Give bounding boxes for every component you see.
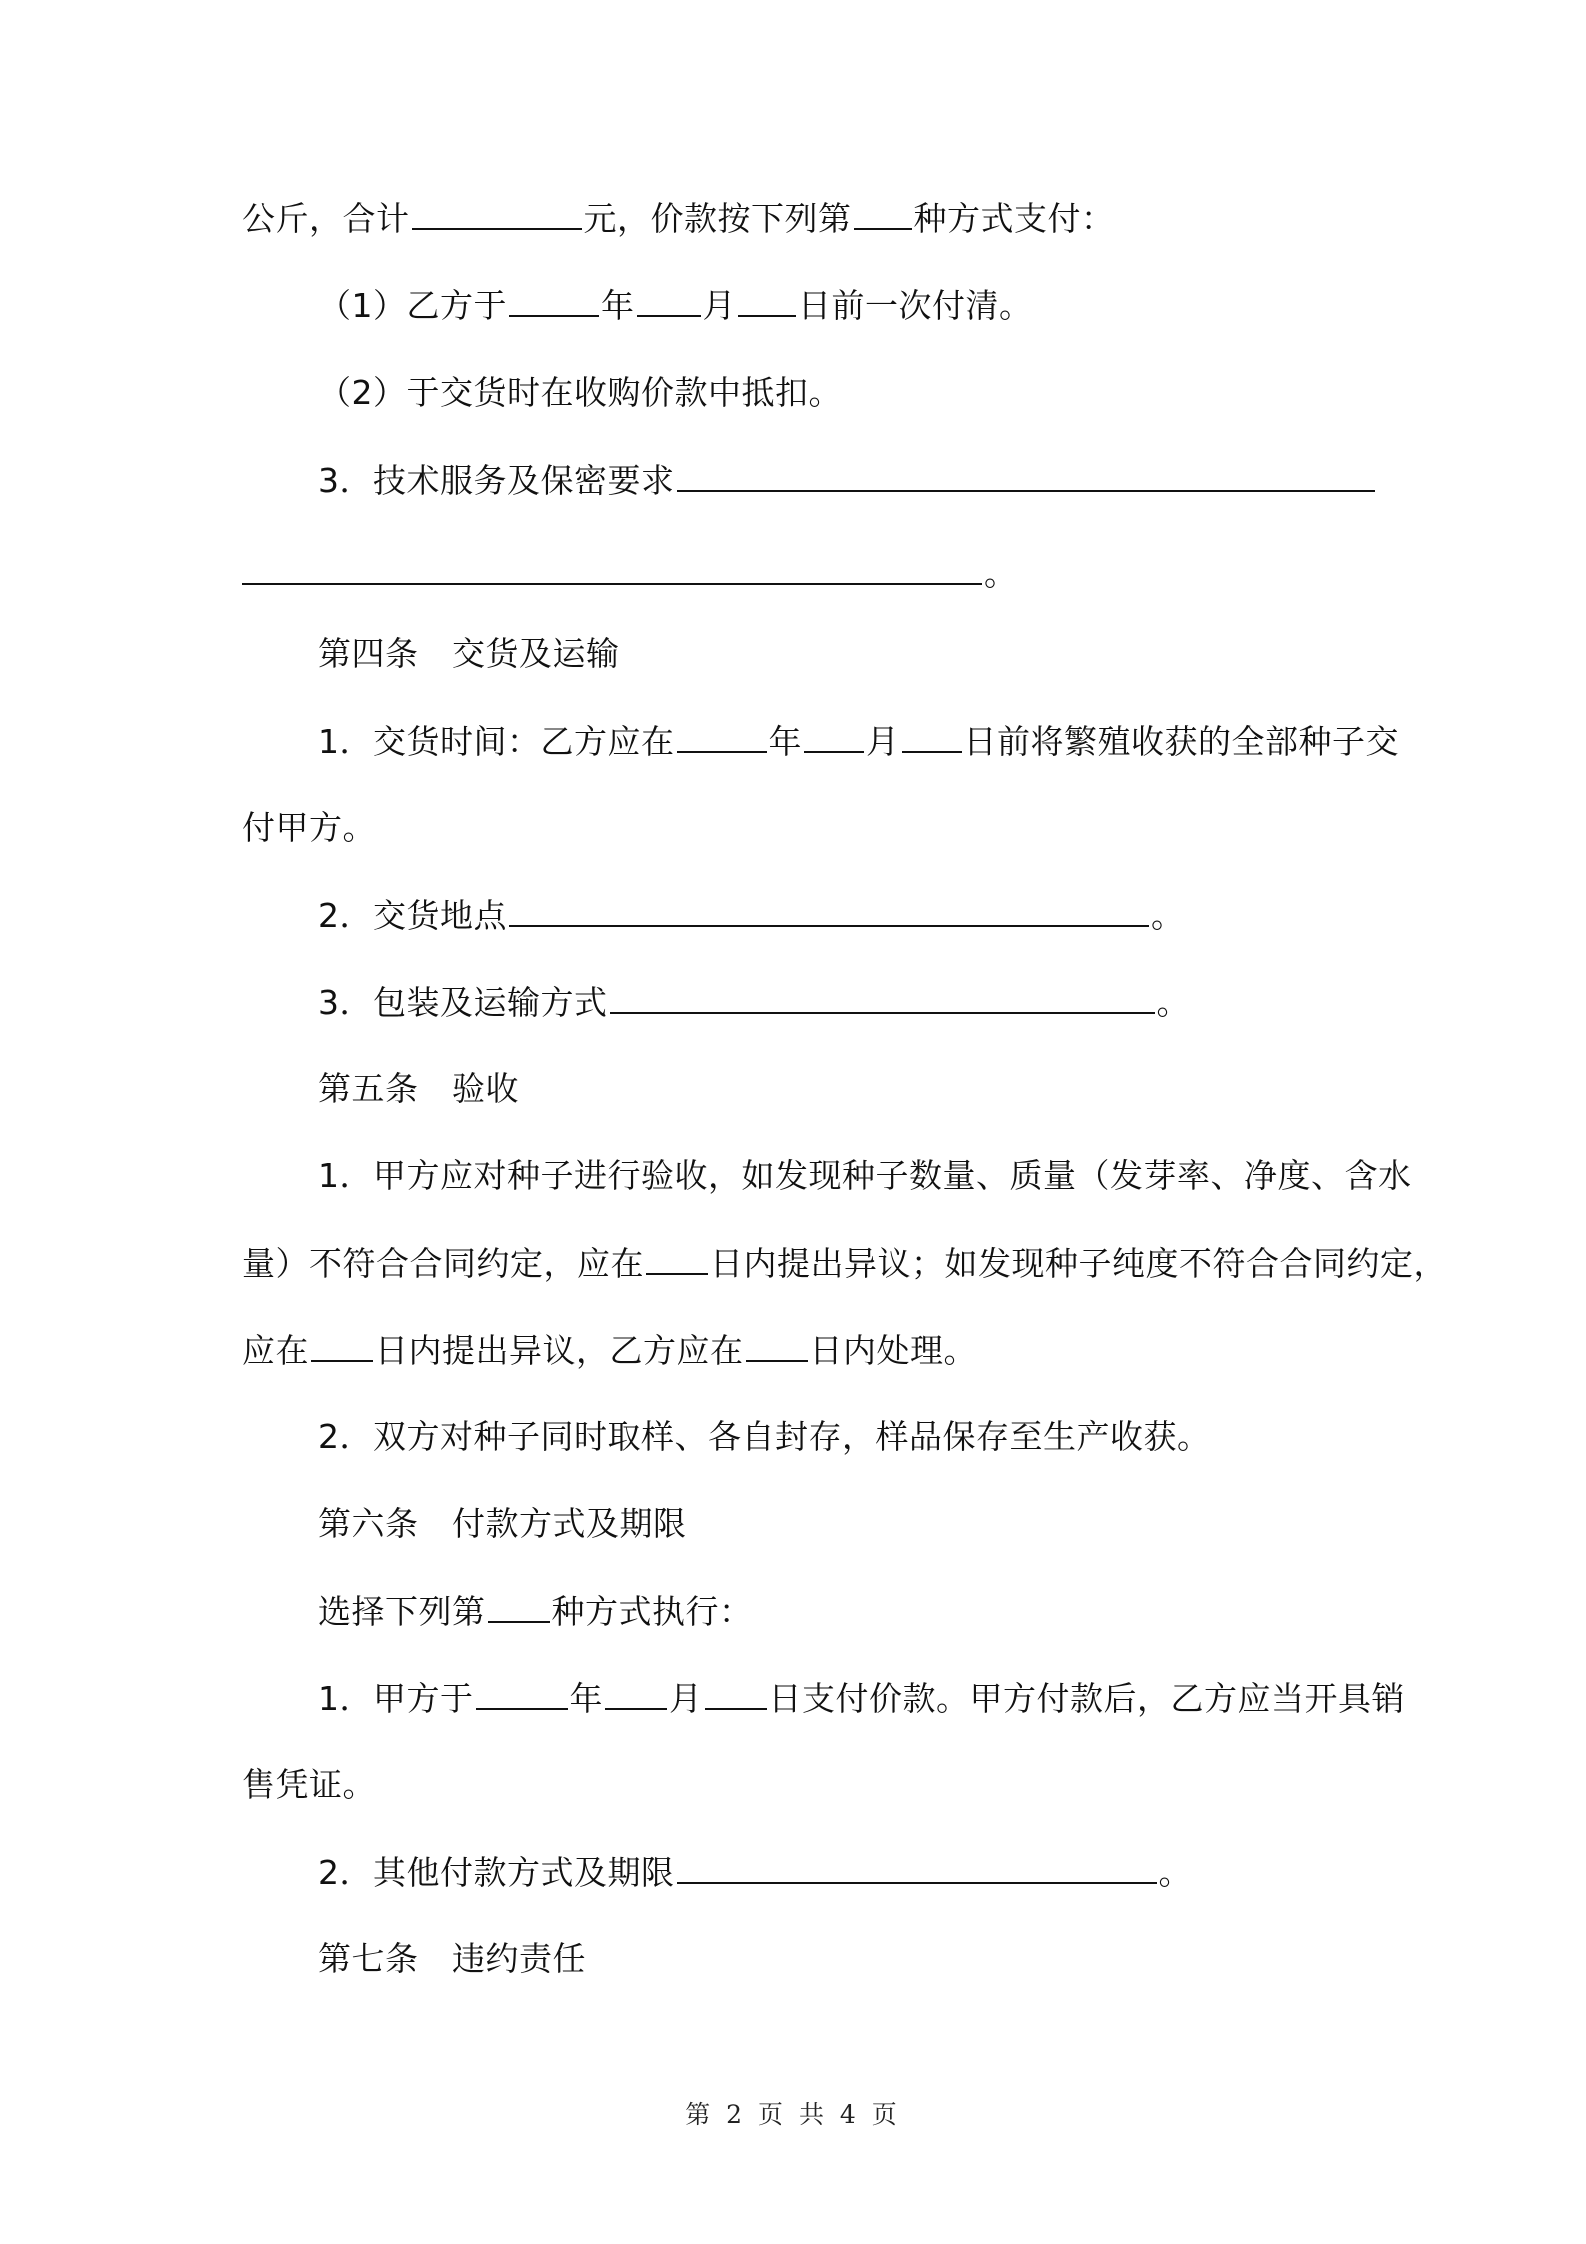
- blank-field: [311, 1330, 373, 1362]
- blank-field: [738, 285, 796, 317]
- blank-field: [242, 553, 982, 585]
- blank-field: [677, 1852, 1157, 1884]
- blank-field: [646, 1243, 708, 1275]
- section-heading: 第六条 付款方式及期限: [318, 1504, 687, 1543]
- text-line: 售凭证。: [242, 1765, 376, 1804]
- text-line: 3．包装及运输方式 。: [318, 983, 1190, 1022]
- blank-field: [854, 198, 912, 230]
- blank-field: [804, 721, 864, 753]
- blank-field: [476, 1678, 568, 1710]
- text-line: 量）不符合合同约定，应在 日内提出异议；如发现种子纯度不符合合同约定，: [242, 1244, 1447, 1283]
- blank-field: [677, 460, 1375, 492]
- text-line: （2）于交货时在收购价款中抵扣。: [318, 373, 842, 412]
- text-line: 3．技术服务及保密要求: [318, 460, 1377, 501]
- section-heading: 第四条 交货及运输: [318, 634, 620, 673]
- section-heading: 第七条 违约责任: [318, 1939, 586, 1978]
- text-line: 公斤，合计 元，价款按下列第 种方式支付：: [242, 199, 1115, 238]
- text-line: （1）乙方于 年 月 日前一次付清。: [318, 286, 1033, 325]
- blank-field: [509, 285, 599, 317]
- text-line: 2．双方对种子同时取样、各自封存，样品保存至生产收获。: [318, 1417, 1211, 1456]
- text-line: 。: [242, 553, 1018, 594]
- blank-field: [902, 721, 962, 753]
- blank-field: [610, 982, 1155, 1014]
- blank-field: [605, 1678, 667, 1710]
- text-line: 2．其他付款方式及期限 。: [318, 1853, 1192, 1892]
- blank-field: [746, 1330, 808, 1362]
- text-line: 应在 日内提出异议，乙方应在 日内处理。: [242, 1331, 977, 1370]
- blank-field: [705, 1678, 767, 1710]
- blank-field: [637, 285, 701, 317]
- text-line: 1．甲方应对种子进行验收，如发现种子数量、质量（发芽率、净度、含水: [318, 1156, 1412, 1195]
- text-line: 1．交货时间：乙方应在 年 月 日前将繁殖收获的全部种子交: [318, 722, 1399, 761]
- blank-field: [677, 721, 767, 753]
- blank-field: [509, 895, 1149, 927]
- text-line: 1．甲方于 年 月 日支付价款。甲方付款后，乙方应当开具销: [318, 1679, 1405, 1718]
- section-heading: 第五条 验收: [318, 1069, 519, 1108]
- text-line: 选择下列第 种方式执行：: [318, 1592, 753, 1631]
- blank-field: [412, 198, 582, 230]
- blank-field: [488, 1591, 550, 1623]
- text-line: 付甲方。: [242, 808, 376, 847]
- page-footer: 第 2 页 共 4 页: [685, 2100, 901, 2129]
- text-line: 2．交货地点 。: [318, 896, 1185, 935]
